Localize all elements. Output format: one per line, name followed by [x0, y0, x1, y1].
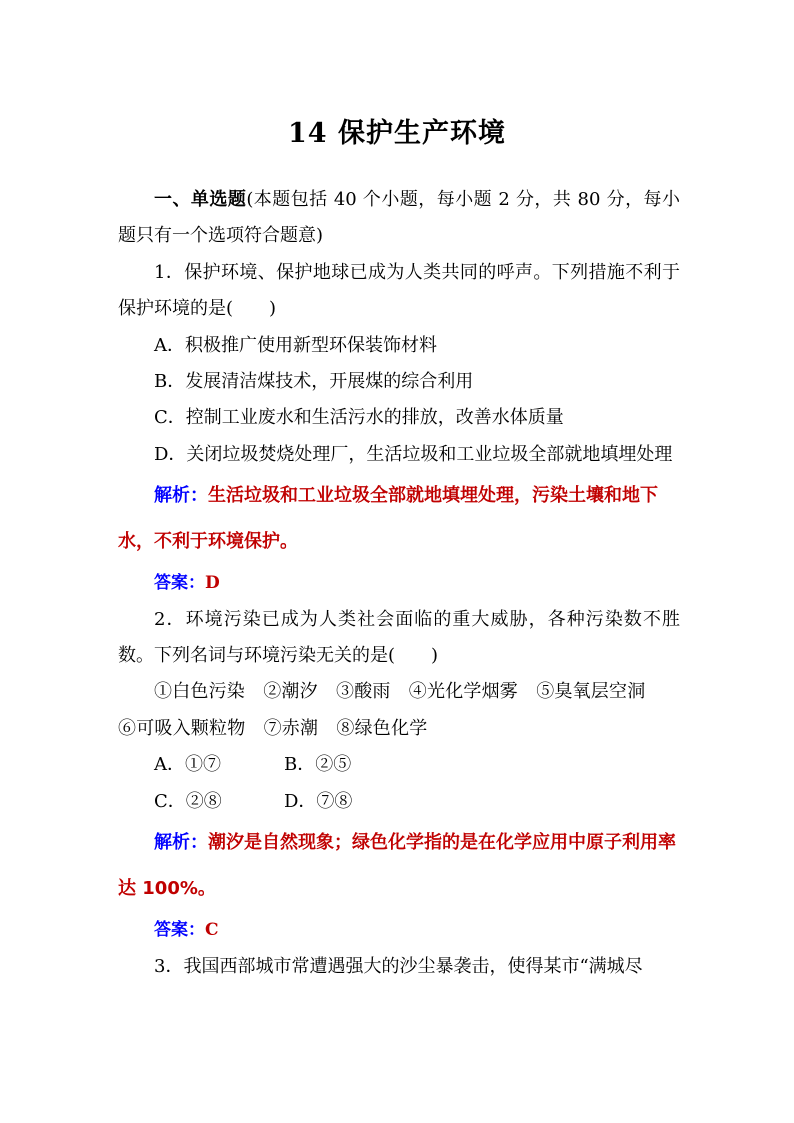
- item-list: ①白色污染 ②潮汐 ③酸雨 ④光化学烟雾 ⑤臭氧层空洞 ⑥可吸入颗粒物 ⑦赤潮 ⑧绿色化学: [118, 681, 664, 739]
- question-stem: [118, 949, 680, 985]
- answer-value: C: [205, 920, 219, 941]
- option: D．关闭垃圾焚烧处理厂，生活垃圾和工业垃圾全部就地填埋处理: [154, 443, 673, 465]
- question-number: 2．: [154, 608, 186, 630]
- question-content: [118, 182, 680, 985]
- page-title: 14 保护生产环境: [288, 118, 506, 149]
- section-intro: [118, 182, 680, 255]
- option: A．①⑦: [154, 754, 221, 776]
- question-text: 保护环境、保护地球已成为人类共同的呼声。下列措施不利于保护环境的是( ): [118, 261, 681, 320]
- option: B．发展清洁煤技术，开展煤的综合利用: [154, 371, 474, 393]
- answer-label: 答案：: [154, 573, 205, 594]
- question-text: 我国西部城市常遭遇强大的沙尘暴袭击，使得某市“满城尽: [183, 955, 643, 977]
- question-number: 3．: [154, 955, 184, 977]
- question-stem: [118, 255, 680, 328]
- analysis: [118, 820, 680, 912]
- answer-value: D: [205, 573, 220, 594]
- answer: [118, 912, 680, 948]
- option: D．⑦⑧: [284, 790, 353, 812]
- analysis-text: 潮汐是自然现象；绿色化学指的是在化学应用中原子利用率达 100%。: [118, 832, 676, 900]
- option: A．积极推广使用新型环保装饰材料: [154, 334, 437, 356]
- answer-label: 答案：: [154, 920, 205, 941]
- option: C．控制工业废水和生活污水的排放，改善水体质量: [154, 407, 564, 429]
- section-heading: 一、单选题: [154, 189, 247, 210]
- section-note: (本题包括 40 个小题，每小题 2 分，共 80 分，每小题只有一个选项符合题意): [118, 189, 680, 247]
- question-text: 环境污染已成为人类社会面临的重大威胁，各种污染数不胜数。下列名词与环境污染无关的是( ): [118, 608, 681, 667]
- analysis-text: 生活垃圾和工业垃圾全部就地填埋处理，污染土壤和地下水，不利于环境保护。: [118, 485, 658, 553]
- question-stem: [118, 602, 680, 675]
- option: B．②⑤: [284, 754, 352, 776]
- option: C．②⑧: [154, 790, 222, 812]
- choice-row: [118, 784, 680, 820]
- answer: [118, 565, 680, 601]
- analysis: [118, 473, 680, 565]
- analysis-label: 解析：: [154, 832, 208, 854]
- question-number: 1．: [154, 261, 185, 283]
- analysis-label: 解析：: [154, 485, 208, 507]
- choice-row: [118, 747, 680, 783]
